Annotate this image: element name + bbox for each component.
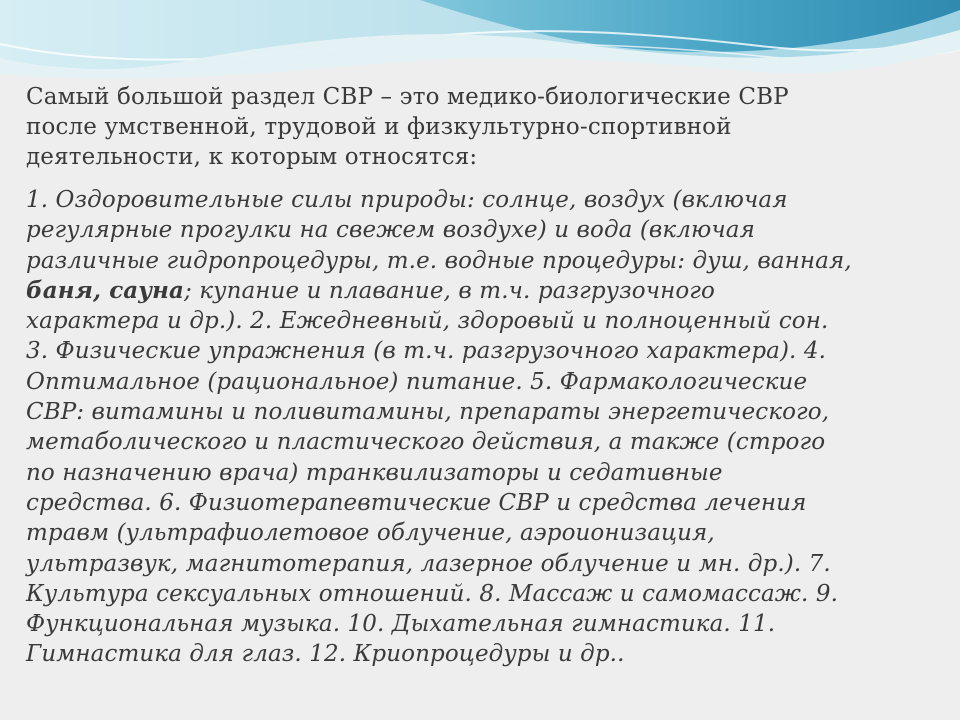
list-line: ; купание и плавание, в т.ч. разгрузочного xyxy=(184,277,715,304)
list-line: ультразвук, магнитотерапия, лазерное облучение и мн. др.). 7. xyxy=(26,550,831,577)
list-line: 1. Оздоровительные силы природы: солнце, воздух (включая xyxy=(26,187,788,213)
intro-paragraph xyxy=(26,82,936,172)
intro-line: после умственной, трудовой и физкультурно-спортивной xyxy=(26,114,732,140)
list-line: регулярные прогулки на свежем воздухе) и вода (включая xyxy=(26,217,755,244)
srv-list-paragraph xyxy=(26,185,938,670)
list-line: Культура сексуальных отношений. 8. Массаж и самомассаж. 9. xyxy=(26,580,839,607)
list-line: Оптимальное (рациональное) питание. 5. Фармакологические xyxy=(26,368,808,395)
list-line: метаболического и пластического действия, а также (строго xyxy=(26,429,826,456)
intro-line: деятельности, к которым относятся: xyxy=(26,144,478,170)
intro-line: Самый большой раздел СВР – это медико-биологические СВР xyxy=(26,84,789,110)
list-line: СВР: витамины и поливитамины, препараты энергетического, xyxy=(26,399,830,426)
list-line: травм (ультрафиолетовое облучение, аэроионизация, xyxy=(26,520,715,547)
bold-highlight: баня, сауна xyxy=(26,276,185,304)
list-line: средства. 6. Физиотерапевтические СВР и средства лечения xyxy=(26,489,807,516)
list-line: Гимнастика для глаз. 12. Криопроцедуры и др.. xyxy=(26,641,625,668)
list-line: различные гидропроцедуры, т.е. водные процедуры: душ, ванная, xyxy=(26,247,852,274)
list-line: характера и др.). 2. Ежедневный, здоровый и полноценный сон. xyxy=(26,308,829,335)
list-line: по назначению врача) транквилизаторы и седативные xyxy=(26,459,723,486)
list-line: 3. Физические упражнения (в т.ч. разгрузочного характера). 4. xyxy=(26,338,827,365)
list-line: Функциональная музыка. 10. Дыхательная гимнастика. 11. xyxy=(26,611,776,638)
